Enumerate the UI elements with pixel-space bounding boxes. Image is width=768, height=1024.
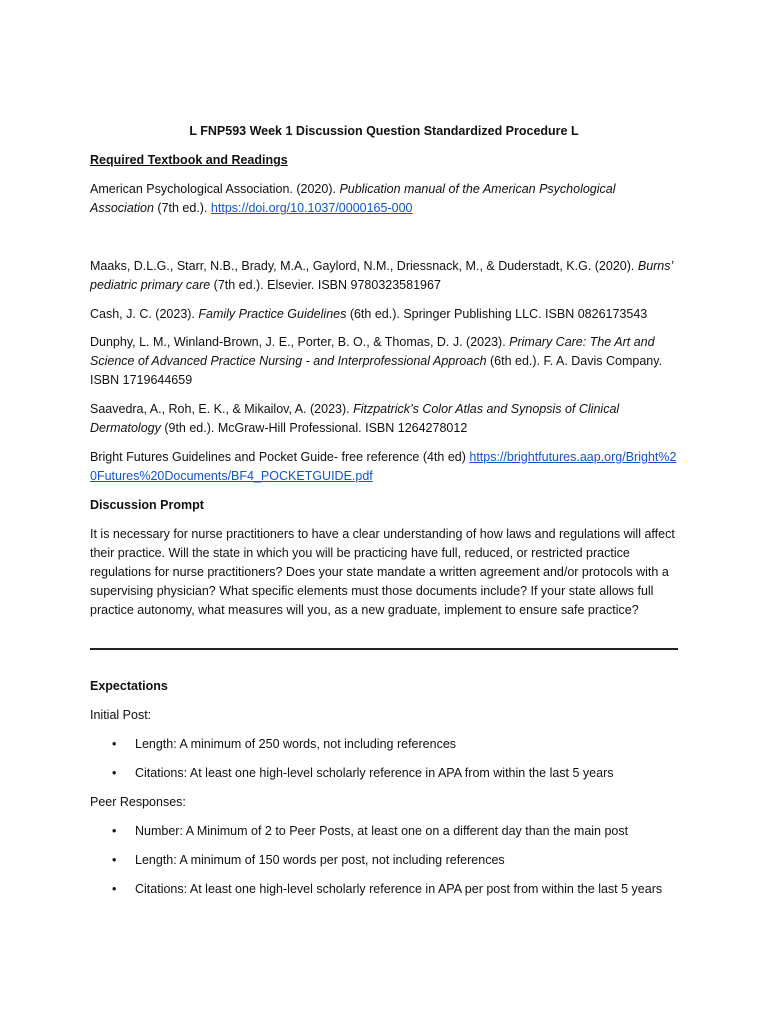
- peer-response-item: Citations: At least one high-level scholarly reference in APA per post from within the last 5 years: [135, 882, 663, 896]
- section-divider: [90, 648, 678, 650]
- reference-cash-title: Family Practice Guidelines: [198, 307, 347, 321]
- reference-dunphy-text: Dunphy, L. M., Winland-Brown, J. E., Porter, B. O., & Thomas, D. J. (2023).: [90, 335, 510, 349]
- document-title: L FNP593 Week 1 Discussion Question Standardized Procedure L: [189, 124, 579, 138]
- reference-cash-text: Cash, J. C. (2023).: [90, 307, 199, 321]
- reference-dunphy: [90, 333, 680, 390]
- peer-response-item: Number: A Minimum of 2 to Peer Posts, at least one on a different day than the main post: [135, 824, 629, 838]
- prompt-heading: Discussion Prompt: [90, 498, 204, 512]
- reference-cash: [90, 305, 680, 324]
- peer-response-item: Length: A minimum of 150 words per post, not including references: [135, 853, 505, 867]
- reference-maaks-text: Maaks, D.L.G., Starr, N.B., Brady, M.A., Gaylord, N.M., Driessnack, M., & Duderstadt, K.G. (2020).: [90, 259, 638, 273]
- expectations-heading: Expectations: [90, 679, 168, 693]
- bullet-icon: •: [112, 824, 117, 838]
- bullet-icon: •: [112, 766, 117, 780]
- prompt-text: It is necessary for nurse practitioners to have a clear understanding of how laws and regulations will affect their practice. Will the state in which you will be practicing have full, reduced, or restricted practice regulations for nurse practitioners? Does your state mandate a written agreement and/or protocols with a supervising physician? What specific elements must those documents include? If your state allows full practice autonomy, what measures will you, as a new graduate, implement to ensure safe practice?: [90, 527, 675, 617]
- reference-saavedra-edition: (9th ed.). McGraw-Hill Professional. ISBN 1264278012: [160, 421, 468, 435]
- reference-maaks-title: Burns’ pediatric primary care: [90, 259, 673, 292]
- reference-apa-edition: (7th ed.).: [153, 201, 211, 215]
- initial-post-item: Length: A minimum of 250 words, not including references: [135, 737, 457, 751]
- reference-bright-link[interactable]: https://brightfutures.aap.org/Bright%20Futures%20Documents/BF4_POCKETGUIDE.pdf: [90, 450, 677, 483]
- reference-apa: [90, 180, 680, 218]
- reference-apa-text: American Psychological Association. (2020).: [90, 182, 340, 196]
- initial-post-item: Citations: At least one high-level scholarly reference in APA from within the last 5 years: [135, 766, 614, 780]
- readings-heading: Required Textbook and Readings: [90, 153, 288, 167]
- reference-saavedra-text: Saavedra, A., Roh, E. K., & Mikailov, A. (2023).: [90, 402, 354, 416]
- reference-bright-futures: [90, 448, 680, 486]
- reference-maaks-edition: (7th ed.). Elsevier. ISBN 9780323581967: [210, 278, 441, 292]
- reference-dunphy-edition: (6th ed.). F. A. Davis Company. ISBN 1719644659: [90, 354, 663, 387]
- reference-saavedra: [90, 400, 680, 438]
- reference-apa-link[interactable]: https://doi.org/10.1037/0000165-000: [210, 201, 413, 215]
- bullet-icon: •: [112, 882, 117, 896]
- reference-maaks: [90, 257, 680, 295]
- initial-post-label: Initial Post:: [90, 708, 152, 722]
- peer-responses-label: Peer Responses:: [90, 795, 186, 809]
- reference-apa-title: Publication manual of the American Psychological Association: [90, 182, 616, 215]
- bullet-icon: •: [112, 737, 117, 751]
- bullet-icon: •: [112, 853, 117, 867]
- reference-dunphy-title: Primary Care: The Art and Science of Advanced Practice Nursing - and Interprofessional Approach: [90, 335, 655, 368]
- reference-cash-edition: (6th ed.). Springer Publishing LLC. ISBN 0826173543: [346, 307, 648, 321]
- reference-saavedra-title: Fitzpatrick’s Color Atlas and Synopsis of Clinical Dermatology: [90, 402, 620, 435]
- reference-bright-text: Bright Futures Guidelines and Pocket Guide- free reference (4th ed): [90, 450, 470, 464]
